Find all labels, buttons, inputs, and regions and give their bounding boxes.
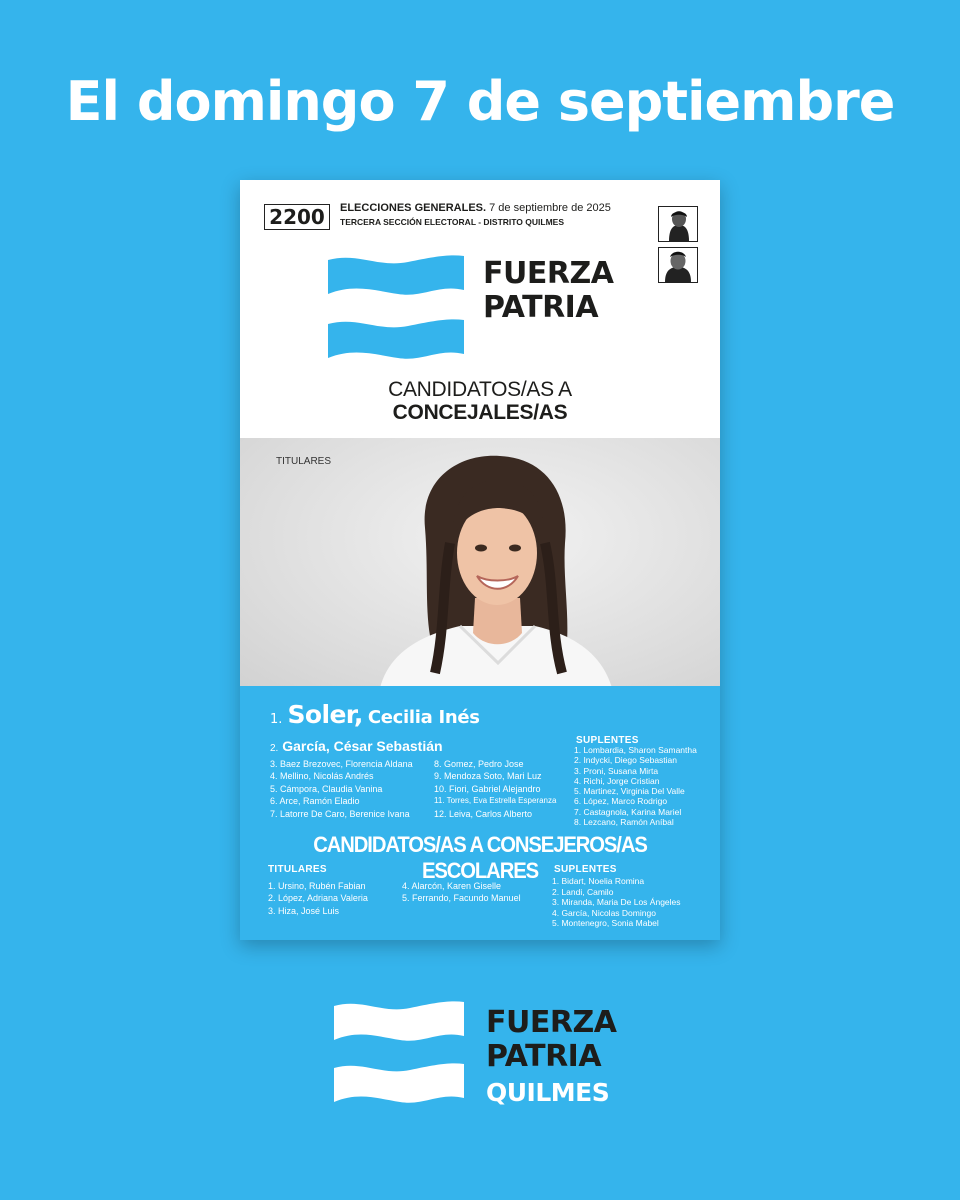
escolares-suplentes [552,876,681,929]
footer-line-2: PATRIA [486,1039,602,1074]
footer-line-1: FUERZA [486,1005,617,1040]
list-item: 5. Ferrando, Facundo Manuel [402,893,521,904]
election-date: 7 de septiembre de 2025 [486,202,611,214]
list-item: 4. García, Nicolas Domingo [552,907,656,918]
list-item: 4. Mellino, Nicolás Andrés [270,771,374,782]
list-item: 6. Arce, Ramón Eladio [270,796,360,807]
escolares-titulares-title: TITULARES [268,864,327,875]
escolares-titulares-b [402,880,521,905]
candidate-list [240,686,720,940]
escolares-suplentes-title: SUPLENTES [554,864,617,875]
heading-line-2: CONCEJALES/AS [392,401,568,424]
list-item: 2. Landi, Camilo [552,886,614,897]
suplentes-column [574,745,697,827]
lead-number: 1. [270,712,283,727]
portrait-icon [658,247,698,283]
flag-logo-icon [334,1000,464,1104]
list-item: 3. Miranda, Maria De Los Ángeles [552,897,681,907]
list-item: 4. Alarcón, Karen Giselle [402,881,502,891]
list-item: 4. Richi, Jorge Cristian [574,775,660,786]
list-item: 9. Mendoza Soto, Mari Luz [434,771,542,782]
list-number: 2200 [264,204,330,230]
section-heading [240,378,720,424]
list-item: 7. Latorre De Caro, Berenice Ivana [270,808,410,819]
list-item: 8. Lezcano, Ramón Aníbal [574,817,674,828]
list-item: 2. López, Adriana Valeria [268,893,368,904]
titulares-column-a [270,758,413,820]
list-item: 7. Castagnola, Karina Mariel [574,806,682,817]
party-line-1: FUERZA [483,256,614,291]
election-title-bold: ELECCIONES GENERALES. [340,202,487,214]
second-candidate [270,738,443,754]
escolares-title: CANDIDATOS/AS A CONSEJEROS/AS ESCOLARES [313,832,647,883]
escolares-titulares-a [268,880,368,917]
election-title [340,202,611,214]
list-item: 10. Fiori, Gabriel Alejandro [434,783,541,794]
party-name [483,257,613,325]
list-item: 3. Hiza, José Luis [268,905,340,916]
lead-surname: Soler, [287,700,363,729]
list-item: 6. López, Marco Rodrigo [574,796,668,807]
list-item: 12. Leiva, Carlos Alberto [434,808,533,819]
list-item: 5. Martinez, Virginia Del Valle [574,786,685,797]
flag-logo-icon [328,254,464,360]
list-item: 8. Gomez, Pedro Jose [434,759,524,769]
heading-line-1: CANDIDATOS/AS A [388,378,572,401]
list-item: 1. Ursino, Rubén Fabian [268,881,366,891]
headline: El domingo 7 de septiembre [65,70,895,133]
suplentes-title: SUPLENTES [576,735,639,746]
party-line-2: PATRIA [483,290,599,325]
election-subtitle: TERCERA SECCIÓN ELECTORAL - DISTRITO QUILMES [340,217,565,227]
footer-city: QUILMES [486,1078,610,1107]
list-item: 11. Torres, Eva Estrella Esperanza [434,796,557,806]
second-number: 2. [270,743,279,754]
lead-given-name: Cecilia Inés [367,707,480,728]
candidate-photo-area [240,438,720,686]
ballot-header [240,180,720,438]
list-item: 1. Lombardia, Sharon Samantha [574,745,697,755]
ballot-card [240,180,720,940]
portrait-icon [658,206,698,242]
list-item: 2. Indycki, Diego Sebastian [574,755,678,766]
list-item: 3. Baez Brezovec, Florencia Aldana [270,759,413,769]
lead-candidate [270,700,480,729]
list-item: 3. Proni, Susana Mirta [574,765,659,776]
footer-logo-text [486,1006,616,1110]
list-item: 1. Bidart, Noelia Romina [552,876,645,886]
leader-portraits [658,206,696,288]
second-name: García, César Sebastián [282,738,443,754]
candidate-photo [350,448,630,686]
photo-label: TITULARES [276,456,332,467]
list-item: 5. Montenegro, Sonia Mabel [552,918,659,928]
list-item: 5. Cámpora, Claudia Vanina [270,783,383,794]
titulares-column-b [434,758,556,820]
